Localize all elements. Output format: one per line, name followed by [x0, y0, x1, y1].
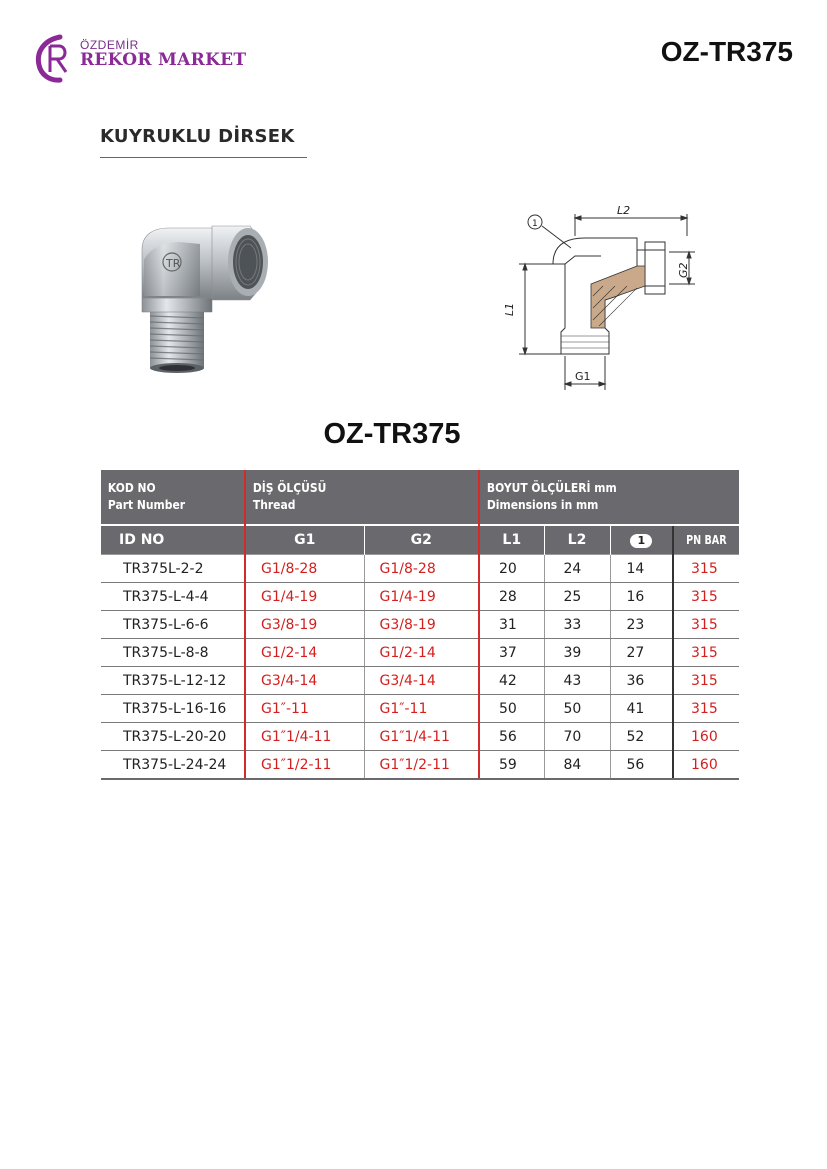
cell-hex-size: 56 [610, 751, 673, 780]
cell-l1: 42 [479, 667, 544, 695]
logo-main-text: REKOR MARKET [80, 50, 247, 70]
cell-g1: G1″1/2-11 [245, 751, 364, 780]
drawing-callout-1: 1 [532, 219, 538, 229]
cell-l1: 56 [479, 723, 544, 751]
cell-id-no: TR375-L-16-16 [101, 695, 245, 723]
table-row [101, 723, 739, 751]
cell-pn-bar: 315 [673, 695, 739, 723]
cell-l1: 50 [479, 695, 544, 723]
cell-hex-size: 16 [610, 583, 673, 611]
hex-callout-icon: 1 [630, 534, 652, 548]
cell-hex-size: 23 [610, 611, 673, 639]
table-row [101, 611, 739, 639]
cell-g1: G1/8-28 [245, 555, 364, 583]
header-thread: DİŞ ÖLÇÜSÜ Thread [245, 470, 479, 525]
cell-g1: G1″1/4-11 [245, 723, 364, 751]
company-logo [36, 34, 266, 84]
logo-top-text: ÖZDEMİR [80, 38, 139, 52]
table-row [101, 583, 739, 611]
table-column-header [101, 525, 739, 555]
section-title: KUYRUKLU DİRSEK [100, 126, 295, 147]
cell-pn-bar: 160 [673, 751, 739, 780]
drawing-label-g2: G2 [677, 262, 690, 278]
cell-pn-bar: 315 [673, 667, 739, 695]
cell-g1: G1/4-19 [245, 583, 364, 611]
cell-id-no: TR375-L-12-12 [101, 667, 245, 695]
cell-pn-bar: 315 [673, 639, 739, 667]
cell-g2: G1″-11 [364, 695, 479, 723]
table-row [101, 667, 739, 695]
cell-id-no: TR375-L-4-4 [101, 583, 245, 611]
cell-g2: G1/4-19 [364, 583, 479, 611]
drawing-label-l1: L1 [503, 302, 516, 316]
col-g1: G1 [245, 525, 364, 555]
cell-l1: 31 [479, 611, 544, 639]
cell-g2: G1/8-28 [364, 555, 479, 583]
cell-l1: 20 [479, 555, 544, 583]
cell-g2: G1/2-14 [364, 639, 479, 667]
cell-pn-bar: 315 [673, 583, 739, 611]
col-id-no: ID NO [101, 525, 245, 555]
drawing-label-l2: L2 [617, 204, 631, 217]
cell-l1: 28 [479, 583, 544, 611]
cell-hex-size: 36 [610, 667, 673, 695]
cell-l2: 24 [544, 555, 610, 583]
cell-g2: G1″1/2-11 [364, 751, 479, 780]
table-row [101, 639, 739, 667]
cell-l2: 43 [544, 667, 610, 695]
cell-id-no: TR375L-2-2 [101, 555, 245, 583]
cell-hex-size: 52 [610, 723, 673, 751]
cell-pn-bar: 315 [673, 555, 739, 583]
spec-table [101, 470, 739, 780]
cell-l2: 33 [544, 611, 610, 639]
cell-pn-bar: 315 [673, 611, 739, 639]
col-pn-bar: PN BAR [673, 525, 739, 555]
cell-l1: 37 [479, 639, 544, 667]
table-row [101, 555, 739, 583]
cell-l1: 59 [479, 751, 544, 780]
table-group-header [101, 470, 739, 525]
cell-g1: G3/4-14 [245, 667, 364, 695]
col-l2: L2 [544, 525, 610, 555]
svg-text:TR: TR [166, 257, 181, 270]
cell-l2: 39 [544, 639, 610, 667]
cell-l2: 84 [544, 751, 610, 780]
cell-hex-size: 27 [610, 639, 673, 667]
header-dimensions: BOYUT ÖLÇÜLERİ mm Dimensions in mm [479, 470, 739, 525]
cell-pn-bar: 160 [673, 723, 739, 751]
cell-hex-size: 41 [610, 695, 673, 723]
cell-l2: 25 [544, 583, 610, 611]
logo-r-icon [36, 34, 78, 84]
cell-id-no: TR375-L-6-6 [101, 611, 245, 639]
product-code-header: OZ-TR375 [660, 36, 793, 67]
product-photo [130, 220, 280, 375]
drawing-label-g1: G1 [575, 370, 591, 383]
table-row [101, 695, 739, 723]
section-underline [100, 157, 307, 158]
cell-hex-size: 14 [610, 555, 673, 583]
technical-drawing [505, 200, 700, 395]
cell-l2: 50 [544, 695, 610, 723]
cell-id-no: TR375-L-20-20 [101, 723, 245, 751]
product-code-title: OZ-TR375 [323, 418, 461, 450]
cell-g1: G1/2-14 [245, 639, 364, 667]
col-l1: L1 [479, 525, 544, 555]
cell-g1: G3/8-19 [245, 611, 364, 639]
col-hex-size [610, 525, 673, 555]
cell-g2: G1″1/4-11 [364, 723, 479, 751]
header-kod-no: KOD NO Part Number [101, 470, 245, 525]
cell-id-no: TR375-L-24-24 [101, 751, 245, 780]
cell-g2: G3/8-19 [364, 611, 479, 639]
col-g2: G2 [364, 525, 479, 555]
cell-g1: G1″-11 [245, 695, 364, 723]
cell-g2: G3/4-14 [364, 667, 479, 695]
table-row [101, 751, 739, 780]
cell-id-no: TR375-L-8-8 [101, 639, 245, 667]
cell-l2: 70 [544, 723, 610, 751]
